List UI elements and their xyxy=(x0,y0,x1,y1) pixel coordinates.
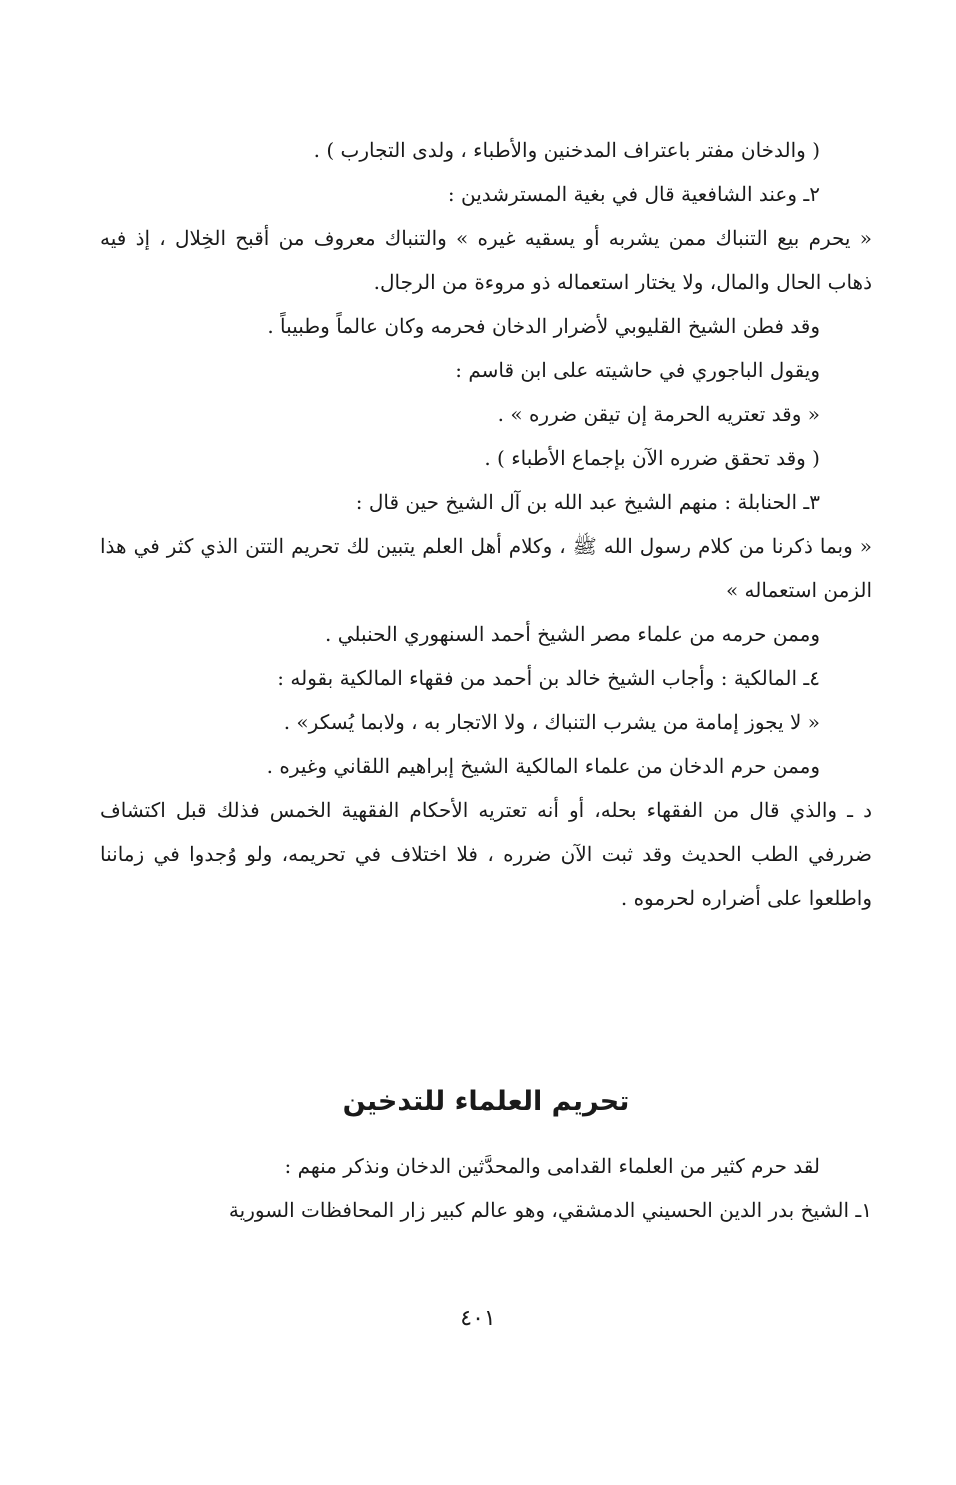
page-number: ٤٠١ xyxy=(460,1306,496,1331)
paragraph-scholars-intro: لقد حرم كثير من العلماء القدامى والمحدَّثين الدخان ونذكر منهم : xyxy=(284,1154,820,1178)
main-text-block xyxy=(100,128,872,920)
paragraph-shafii-heading: ٢ـ وعند الشافعية قال في بغية المسترشدين : xyxy=(447,182,820,206)
paragraph-tobacco-sale-quote: « يحرم بيع التنباك ممن يشربه أو يسقيه غيره » والتنباك معروف من أقبح الخِلال ، إذ فيه ذهاب الحال والمال، ولا يختار استعماله ذو مروءة من الرجال. xyxy=(100,226,872,294)
paragraph-hanbali-quote: « وبما ذكرنا من كلام رسول الله ﷺ ، وكلام أهل العلم يتبين لك تحريم التتن الذي كثر في هذا الزمن استعماله » xyxy=(100,534,872,602)
paragraph-maliki-quote: « لا يجوز إمامة من يشرب التنباك ، ولا الاتجار به ، ولابما يُسكر» . xyxy=(283,710,820,734)
paragraph-hanbali-heading: ٣ـ الحنابلة : منهم الشيخ عبد الله بن آل الشيخ حين قال : xyxy=(355,490,820,514)
section-text-block xyxy=(100,1144,872,1232)
paragraph-qalyubi: وقد فطن الشيخ القليوبي لأضرار الدخان فحرمه وكان عالماً وطبيباً . xyxy=(267,314,820,338)
paragraph-maliki-heading: ٤ـ المالكية : وأجاب الشيخ خالد بن أحمد من فقهاء المالكية بقوله : xyxy=(277,666,820,690)
paragraph-bajuri-intro: ويقول الباجوري في حاشيته على ابن قاسم : xyxy=(455,358,820,382)
paragraph-badr-al-din: ١ـ الشيخ بدر الدين الحسيني الدمشقي، وهو عالم كبير زار المحافظات السورية xyxy=(228,1198,872,1222)
paragraph-conclusion: د ـ والذي قال من الفقهاء بحله، أو أنه تعتريه الأحكام الفقهية الخمس فذلك قبل اكتشاف ضررفي الطب الحديث وقد ثبت الآن ضرره ، فلا اختلاف في تحريمه، ولو وُجدوا في زماننا واطلعوا على أضراره لحرموه . xyxy=(100,798,872,910)
paragraph-bajuri-quote: « وقد تعتريه الحرمة إن تيقن ضرره » . xyxy=(497,402,820,426)
paragraph-laqani: وممن حرم الدخان من علماء المالكية الشيخ إبراهيم اللقاني وغيره . xyxy=(266,754,820,778)
section-heading: تحريم العلماء للتدخين xyxy=(342,1086,630,1117)
paragraph-sanhuri: وممن حرمه من علماء مصر الشيخ أحمد السنهوري الحنبلي . xyxy=(325,622,820,646)
section-heading-wrap xyxy=(100,1080,872,1124)
paragraph-doctors-consensus: ( وقد تحقق ضرره الآن بإجماع الأطباء ) . xyxy=(484,446,820,470)
paragraph-smoking-narcotic: ( والدخان مفتر باعتراف المدخنين والأطباء ، ولدى التجارب ) . xyxy=(313,138,820,162)
